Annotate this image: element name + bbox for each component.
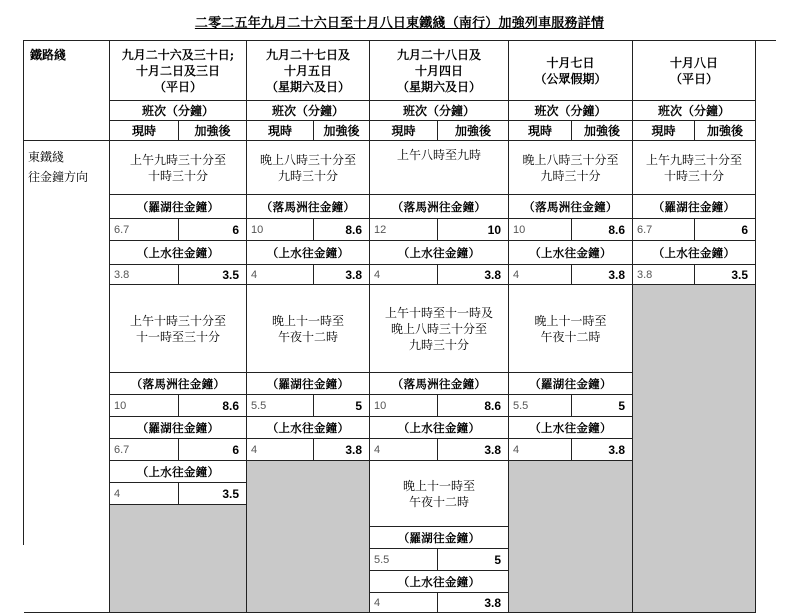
enhanced-value: 8.6 [179, 395, 247, 417]
route-label: （落馬洲往金鐘） [110, 373, 247, 395]
route-label: （上水往金鐘） [247, 417, 370, 439]
enhanced-value: 3.8 [314, 439, 370, 461]
enhanced-value: 3.8 [572, 265, 633, 285]
time-slot: 晚上十一時至 午夜十二時 [509, 285, 633, 373]
enhanced-value: 3.8 [438, 439, 509, 461]
route-label: （上水往金鐘） [370, 571, 509, 593]
route-label: （羅湖往金鐘） [110, 417, 247, 439]
enhanced-header: 加強後 [695, 121, 756, 141]
period-header-3: 九月二十八日及 十月四日 （星期六及日） [370, 41, 509, 101]
line-header: 鐵路綫 [24, 41, 110, 141]
time-slot: 晚上十一時至 午夜十二時 [370, 461, 509, 527]
interval-header: 班次（分鐘） [247, 101, 370, 121]
current-value: 10 [509, 219, 572, 241]
time-slot: 上午九時三十分至 十時三十分 [110, 141, 247, 195]
current-value: 4 [110, 483, 179, 505]
page-title: 二零二五年九月二十六日至十月八日東鐵綫（南行）加強列車服務詳情 [194, 16, 605, 31]
route-label: （上水往金鐘） [633, 241, 756, 265]
current-value: 4 [370, 593, 438, 613]
enhanced-value: 6 [695, 219, 756, 241]
route-label: （上水往金鐘） [370, 417, 509, 439]
enhanced-header: 加強後 [572, 121, 633, 141]
current-value: 4 [370, 439, 438, 461]
enhanced-value: 3.8 [438, 265, 509, 285]
empty-cell [110, 505, 247, 613]
time-slot: 晚上十一時至 午夜十二時 [247, 285, 370, 373]
enhanced-value: 5 [572, 395, 633, 417]
current-header: 現時 [633, 121, 695, 141]
current-value: 3.8 [633, 265, 695, 285]
period-header-1: 九月二十六及三十日; 十月二日及三日 （平日） [110, 41, 247, 101]
enhanced-header: 加強後 [438, 121, 509, 141]
current-value: 5.5 [370, 549, 438, 571]
enhanced-value: 8.6 [572, 219, 633, 241]
current-value: 10 [247, 219, 314, 241]
route-label: （落馬洲往金鐘） [509, 195, 633, 219]
enhanced-value: 3.5 [179, 265, 247, 285]
enhanced-value: 3.5 [179, 483, 247, 505]
route-label: （上水往金鐘） [509, 417, 633, 439]
enhanced-value: 10 [438, 219, 509, 241]
service-table [23, 40, 776, 610]
interval-header: 班次（分鐘） [370, 101, 509, 121]
current-value: 5.5 [509, 395, 572, 417]
enhanced-value: 5 [314, 395, 370, 417]
route-label: （羅湖往金鐘） [247, 373, 370, 395]
current-value: 6.7 [110, 219, 179, 241]
current-value: 12 [370, 219, 438, 241]
route-label: （落馬洲往金鐘） [370, 373, 509, 395]
current-header: 現時 [247, 121, 314, 141]
current-header: 現時 [509, 121, 572, 141]
enhanced-value: 6 [179, 439, 247, 461]
enhanced-header: 加強後 [314, 121, 370, 141]
current-value: 4 [247, 439, 314, 461]
current-value: 4 [509, 439, 572, 461]
route-label: （羅湖往金鐘） [633, 195, 756, 219]
time-slot: 上午八時至九時 [370, 141, 509, 195]
enhanced-value: 8.6 [314, 219, 370, 241]
interval-header: 班次（分鐘） [509, 101, 633, 121]
enhanced-value: 3.8 [572, 439, 633, 461]
time-slot: 晚上八時三十分至 九時三十分 [247, 141, 370, 195]
route-label: （上水往金鐘） [110, 461, 247, 483]
current-value: 4 [509, 265, 572, 285]
interval-header: 班次（分鐘） [110, 101, 247, 121]
period-header-4: 十月七日 （公眾假期） [509, 41, 633, 101]
route-label: （落馬洲往金鐘） [370, 195, 509, 219]
current-value: 3.8 [110, 265, 179, 285]
current-value: 5.5 [247, 395, 314, 417]
current-header: 現時 [370, 121, 438, 141]
current-value: 6.7 [110, 439, 179, 461]
enhanced-header: 加強後 [179, 121, 247, 141]
route-label: （落馬洲往金鐘） [247, 195, 370, 219]
empty-cell [247, 461, 370, 613]
enhanced-value: 5 [438, 549, 509, 571]
current-value: 4 [247, 265, 314, 285]
enhanced-value: 3.8 [314, 265, 370, 285]
time-slot: 上午十時至十一時及 晚上八時三十分至 九時三十分 [370, 285, 509, 373]
time-slot: 上午九時三十分至 十時三十分 [633, 141, 756, 195]
period-header-2: 九月二十七日及 十月五日 （星期六及日） [247, 41, 370, 101]
line-name: 東鐵綫 往金鐘方向 [24, 141, 110, 613]
route-label: （羅湖往金鐘） [110, 195, 247, 219]
route-label: （羅湖往金鐘） [509, 373, 633, 395]
enhanced-value: 8.6 [438, 395, 509, 417]
time-slot: 上午十時三十分至 十一時至三十分 [110, 285, 247, 373]
current-value: 6.7 [633, 219, 695, 241]
interval-header: 班次（分鐘） [633, 101, 756, 121]
current-value: 4 [370, 265, 438, 285]
enhanced-value: 3.8 [438, 593, 509, 613]
empty-cell [509, 461, 633, 613]
current-value: 10 [110, 395, 179, 417]
route-label: （羅湖往金鐘） [370, 527, 509, 549]
enhanced-value: 6 [179, 219, 247, 241]
period-header-5: 十月八日 （平日） [633, 41, 756, 101]
current-header: 現時 [110, 121, 179, 141]
time-slot: 晚上八時三十分至 九時三十分 [509, 141, 633, 195]
enhanced-value: 3.5 [695, 265, 756, 285]
route-label: （上水往金鐘） [370, 241, 509, 265]
current-value: 10 [370, 395, 438, 417]
route-label: （上水往金鐘） [247, 241, 370, 265]
route-label: （上水往金鐘） [110, 241, 247, 265]
empty-cell [633, 285, 756, 613]
route-label: （上水往金鐘） [509, 241, 633, 265]
